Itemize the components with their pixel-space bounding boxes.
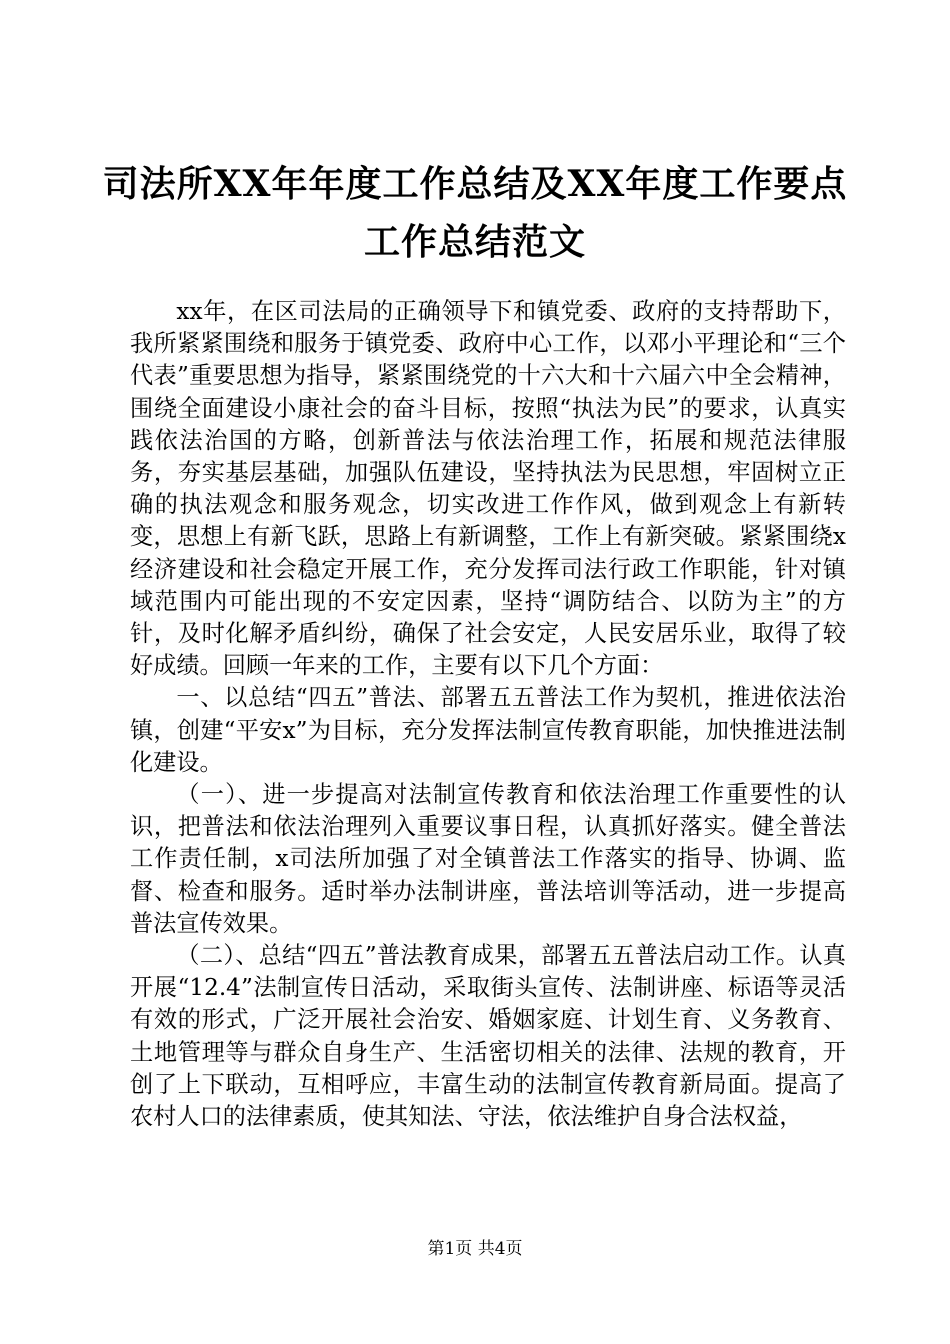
document-title-line-1: 司法所XX年年度工作总结及XX年度工作要点 bbox=[102, 163, 848, 205]
paragraph: （一）、进一步提高对法制宣传教育和依法治理工作重要性的认识，把普法和依法治理列入重要议事日程，认真抓好落实。健全普法工作责任制，x司法所加强了对全镇普法工作落实的指导、协调、监督、检查和服务。适时举办法制讲座，普法培训等活动，进一步提高普法宣传效果。 bbox=[130, 781, 846, 937]
document-body bbox=[130, 296, 846, 1133]
page-footer: 第1页 共4页 bbox=[427, 1239, 523, 1259]
document-title-line-2: 工作总结范文 bbox=[363, 221, 586, 263]
paragraph: xx年，在区司法局的正确领导下和镇党委、政府的支持帮助下，我所紧紧围绕和服务于镇党委、政府中心工作，以邓小平理论和“三个代表”重要思想为指导，紧紧围绕党的十六大和十六届六中全会精神，围绕全面建设小康社会的奋斗目标，按照“执法为民”的要求，认真实践依法治国的方略，创新普法与依法治理工作，拓展和规范法律服务，夯实基层基础，加强队伍建设，坚持执法为民思想，牢固树立正确的执法观念和服务观念，切实改进工作作风，做到观念上有新转变，思想上有新飞跃，思路上有新调整，工作上有新突破。紧紧围绕x经济建设和社会稳定开展工作，充分发挥司法行政工作职能，针对镇域范围内可能出现的不安定因素，坚持“调防结合、以防为主”的方针，及时化解矛盾纠纷，确保了社会安定，人民安居乐业，取得了较好成绩。回顾一年来的工作，主要有以下几个方面： bbox=[130, 298, 846, 680]
paragraph: （二）、总结“四五”普法教育成果，部署五五普法启动工作。认真开展“12.4”法制宣传日活动，采取街头宣传、法制讲座、标语等灵活有效的形式，广泛开展社会治安、婚姻家庭、计划生育、义务教育、土地管理等与群众自身生产、生活密切相关的法律、法规的教育，开创了上下联动，互相呼应，丰富生动的法制宣传教育新局面。提高了农村人口的法律素质，使其知法、守法，依法维护自身合法权益， bbox=[130, 942, 846, 1131]
paragraph: 一、以总结“四五”普法、部署五五普法工作为契机，推进依法治镇，创建“平安x”为目标，充分发挥法制宣传教育职能，加快推进法制化建设。 bbox=[130, 684, 846, 776]
